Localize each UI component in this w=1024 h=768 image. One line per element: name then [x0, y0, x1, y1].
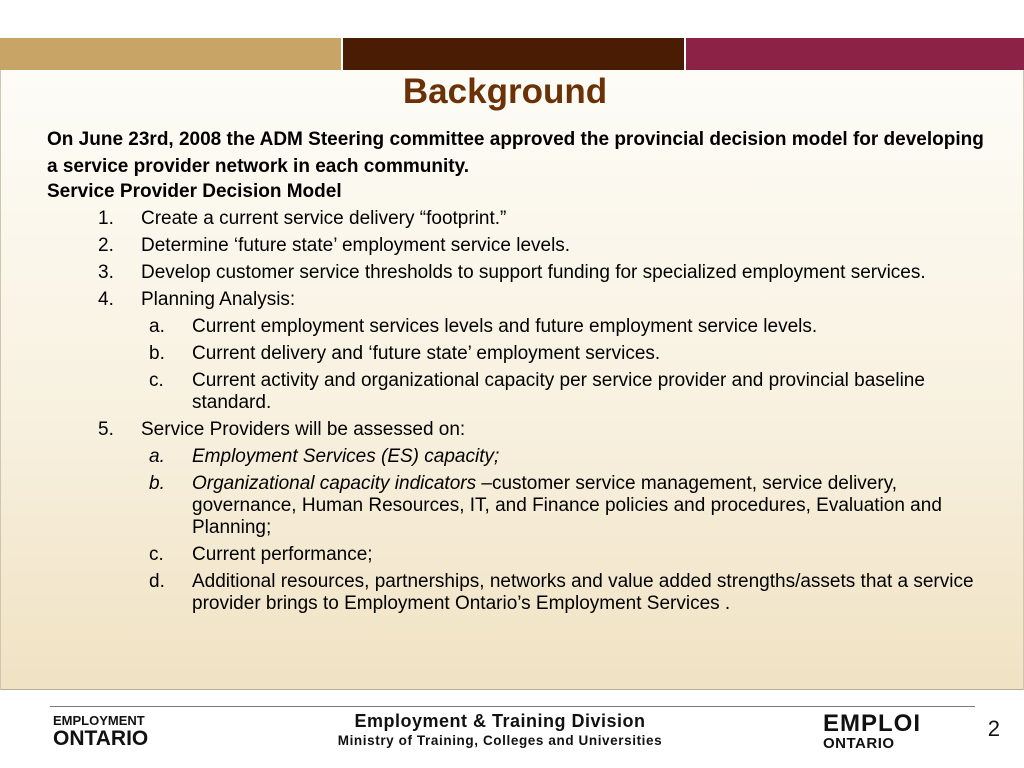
sub-list-item: [47, 343, 997, 365]
logo-left-line1: EMPLOYMENT: [53, 713, 145, 728]
list-item-text: Develop customer service thresholds to support funding for specialized employment services.: [141, 262, 926, 283]
sub-list-letter: c.: [149, 544, 164, 565]
sub-list-text: Employment Services (ES) capacity;: [192, 446, 500, 467]
footer-divider: [50, 706, 975, 707]
sub-list-item: [47, 473, 997, 539]
sub-list-item: [47, 316, 997, 338]
sub-list-text: Additional resources, partnerships, networks and value added strengths/assets that a service provider brings to Employment Ontario’s Employment Services .: [192, 571, 974, 614]
list-item: [47, 289, 997, 414]
list-item: [47, 208, 997, 230]
division-name: Employment & Training Division: [354, 711, 646, 731]
list-number: 5.: [98, 419, 114, 440]
slide-body: [47, 126, 997, 620]
logo-left-line2: ONTARIO: [53, 727, 149, 750]
list-number: 2.: [98, 235, 114, 256]
list-item: [47, 419, 997, 615]
sub-list-letter: c.: [149, 370, 164, 391]
list-item: [47, 262, 997, 284]
division-footer: [290, 710, 710, 750]
header-band-gold: [0, 38, 341, 70]
sub-list-text: Current employment services levels and future employment service levels.: [192, 316, 818, 337]
list-number: 3.: [98, 262, 114, 283]
list-number: 4.: [98, 289, 114, 310]
sub-list-text: Current delivery and ‘future state’ employment services.: [192, 343, 661, 364]
sub-list-letter: a.: [149, 446, 165, 467]
sub-list-item: [47, 571, 997, 615]
sub-list-item: [47, 370, 997, 414]
section-heading: Service Provider Decision Model: [47, 181, 342, 202]
list-item-text: Planning Analysis:: [141, 289, 296, 310]
list-item-text: Determine ‘future state’ employment service levels.: [141, 235, 571, 256]
intro-paragraph: On June 23rd, 2008 the ADM Steering committee approved the provincial decision model for developing a service provider network in each community.: [47, 129, 984, 177]
sub-list-item: [47, 446, 997, 468]
emploi-ontario-logo: [823, 712, 933, 751]
sub-list-letter: d.: [149, 571, 165, 592]
sub-list-text: Current performance;: [192, 544, 373, 565]
logo-right-line2: ONTARIO: [823, 735, 895, 752]
list-item-text: Service Providers will be assessed on:: [141, 419, 466, 440]
header-band-maroon: [686, 38, 1024, 70]
sub-list-text: –customer service management, service delivery, governance, Human Resources, IT, and Finance policies and procedures, Evaluation and Planning;: [192, 473, 942, 538]
slide-title: Background: [402, 72, 608, 111]
list-item: [47, 235, 997, 257]
logo-right-line1: EMPLOI: [823, 710, 922, 737]
decision-model-list: [47, 208, 997, 615]
sub-list-text: Current activity and organizational capacity per service provider and provincial baseline standard.: [192, 370, 925, 413]
list-number: 1.: [98, 208, 114, 229]
sub-list-letter: b.: [149, 343, 165, 364]
ministry-name: Ministry of Training, Colleges and Universities: [337, 733, 663, 748]
sub-list-item: [47, 544, 997, 566]
sub-list: [141, 446, 997, 615]
sub-list-letter: b.: [149, 473, 165, 494]
header-band-brown: [343, 38, 684, 70]
sub-list-letter: a.: [149, 316, 165, 337]
employment-ontario-logo: [53, 714, 173, 750]
page-number: 2: [987, 716, 1000, 741]
list-item-text: Create a current service delivery “footprint.”: [141, 208, 507, 229]
sub-list-italic-text: Organizational capacity indicators: [192, 473, 477, 494]
sub-list: [141, 316, 997, 414]
